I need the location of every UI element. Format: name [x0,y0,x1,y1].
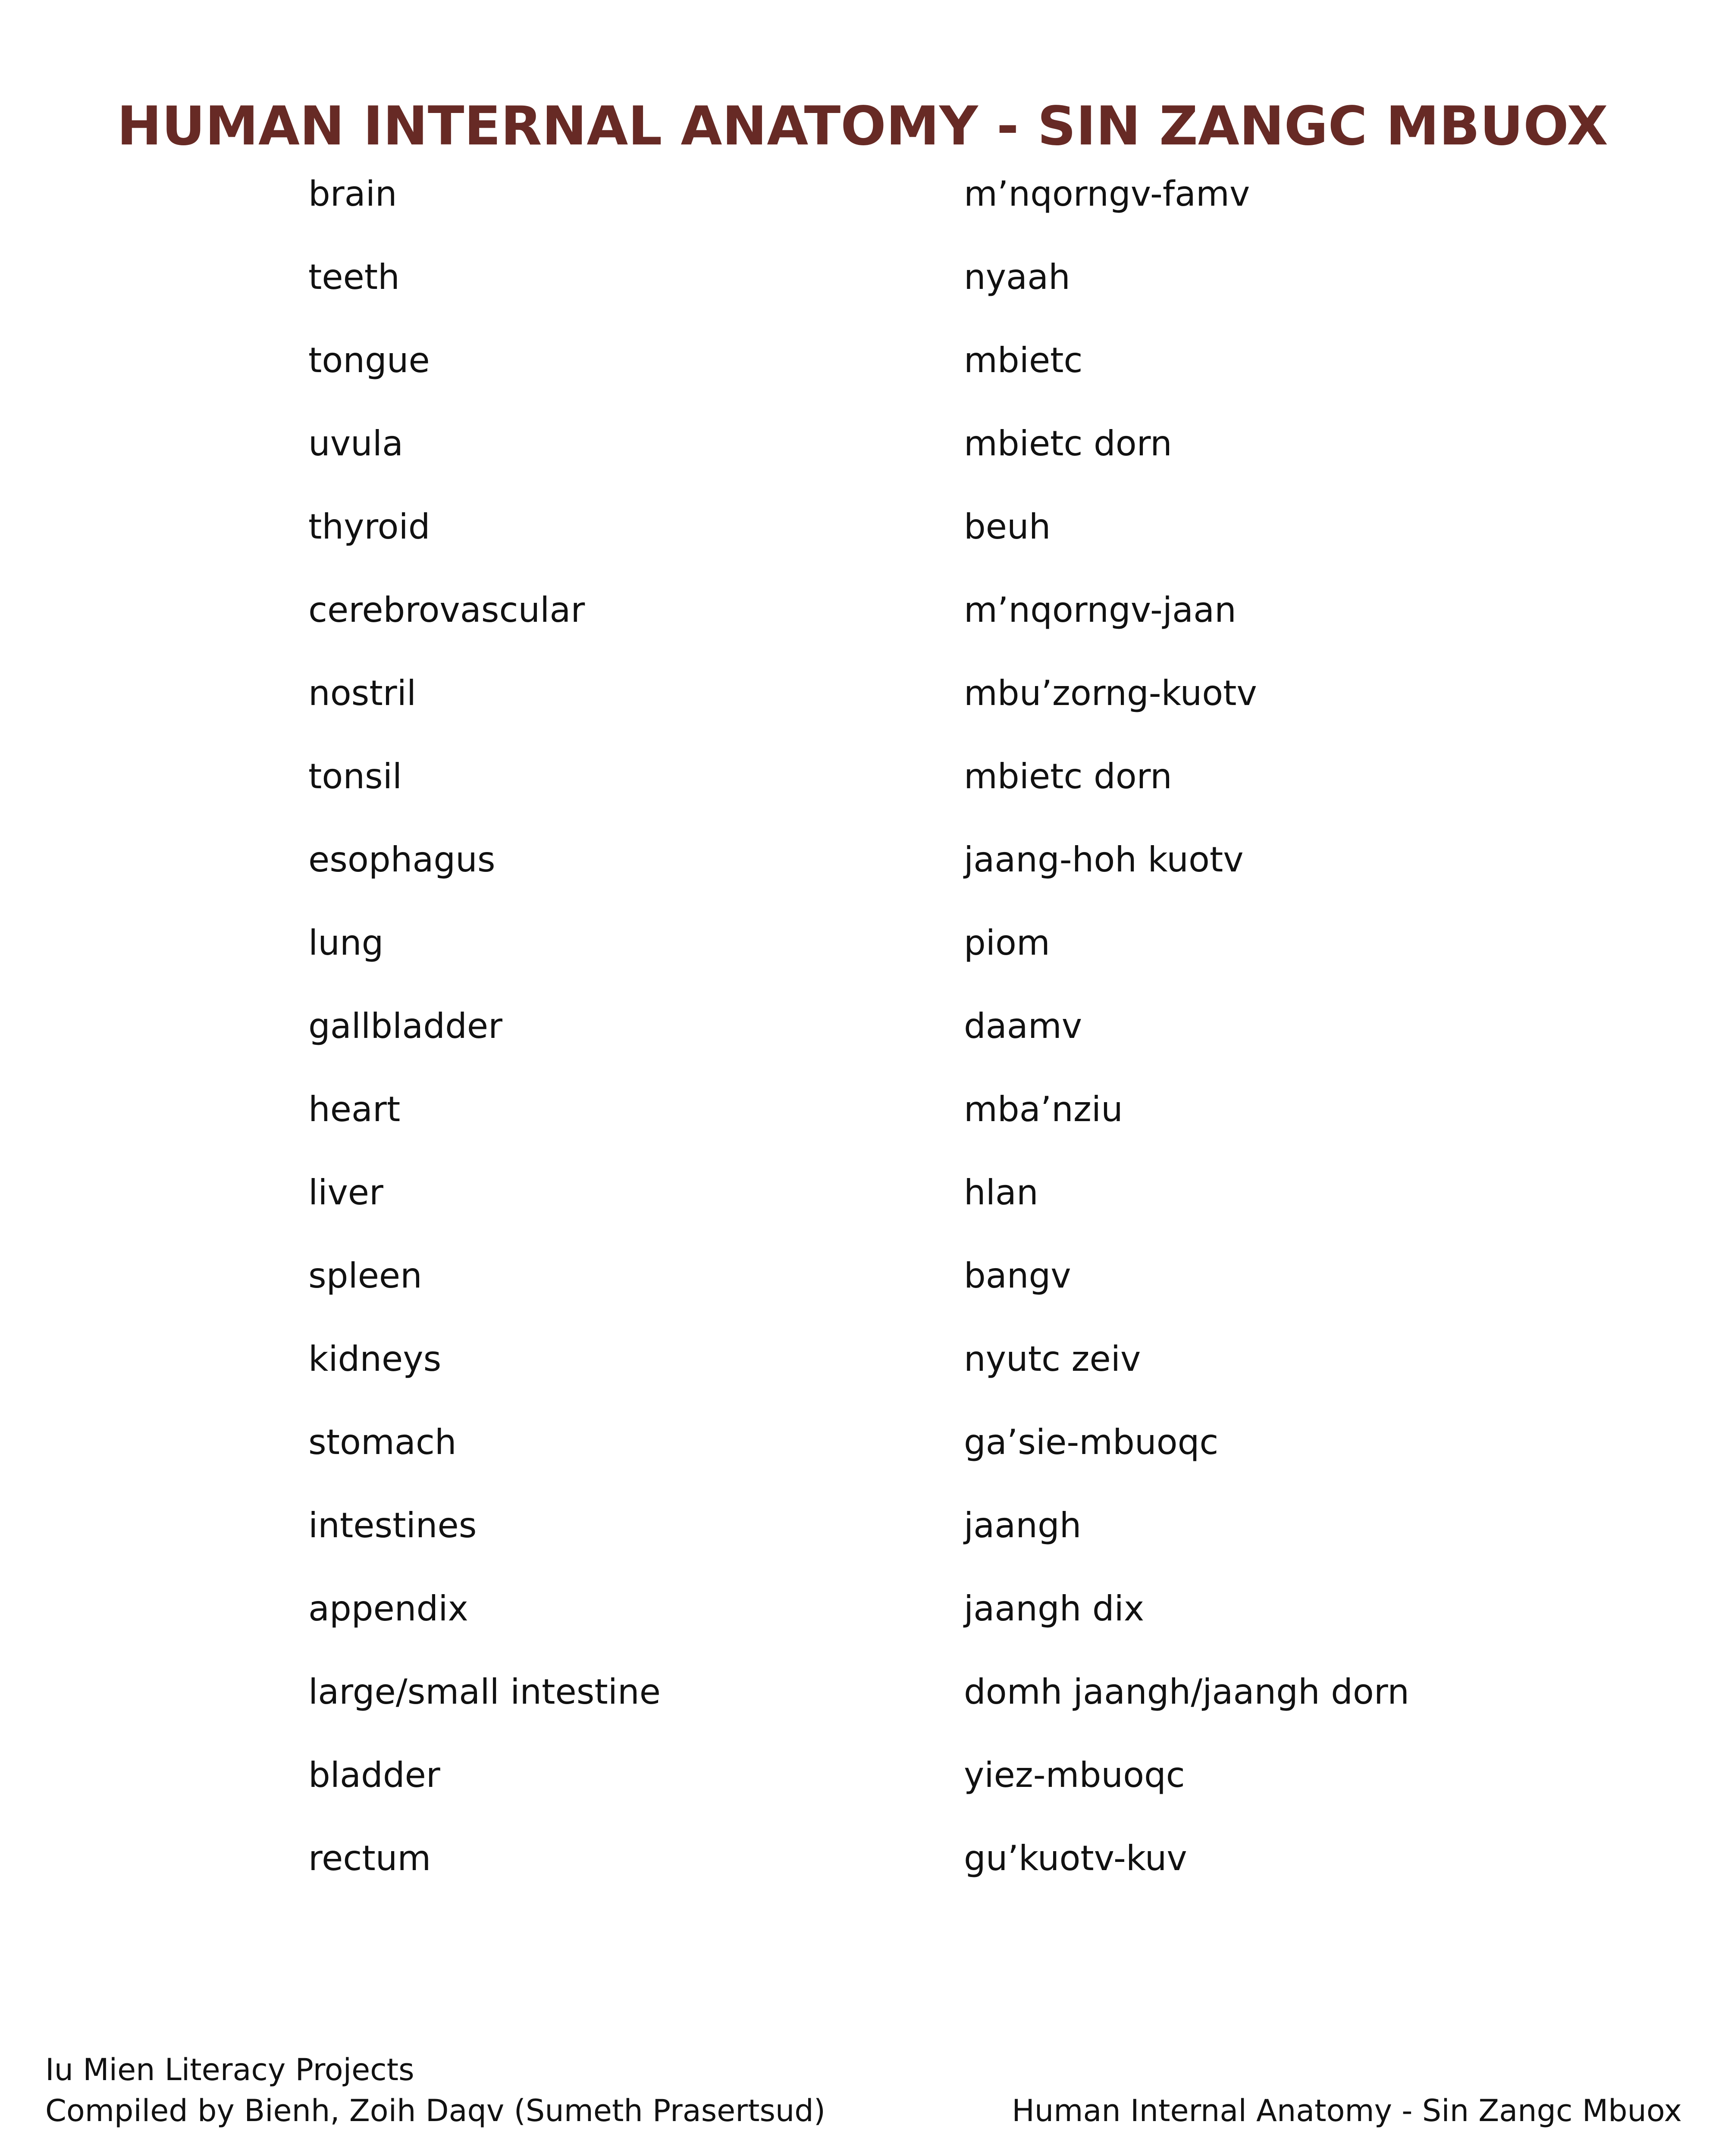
english-term: liver [308,1172,383,1213]
vocab-row [0,1169,1725,1252]
english-term: brain [308,174,397,214]
english-term: bladder [308,1755,440,1795]
footer-document-title: Human Internal Anatomy - Sin Zangc Mbuox [1012,2093,1682,2128]
vocab-row [0,1835,1725,1918]
mien-term: mbietc [964,340,1083,380]
vocab-row [0,1752,1725,1835]
mien-term: ga’sie-mbuoqc [964,1422,1219,1462]
vocab-row [0,337,1725,420]
vocab-row [0,1003,1725,1086]
vocab-row [0,836,1725,919]
vocab-row [0,586,1725,670]
vocab-row [0,1585,1725,1668]
english-term: heart [308,1089,401,1129]
english-term: thyroid [308,507,430,547]
page-title: HUMAN INTERNAL ANATOMY - SIN ZANGC MBUOX [117,95,1608,158]
english-term: tongue [308,340,430,380]
english-term: tonsil [308,756,402,796]
mien-term: jaang-hoh kuotv [964,840,1244,880]
mien-term: beuh [964,507,1051,547]
footer-compiler: Compiled by Bienh, Zoih Daqv (Sumeth Prasertsud) [45,2093,826,2128]
vocabulary-list [0,170,1725,1918]
mien-term: m’nqorngv-famv [964,174,1250,214]
mien-term: daamv [964,1006,1082,1046]
english-term: rectum [308,1838,431,1878]
footer-organization: Iu Mien Literacy Projects [45,2052,414,2087]
mien-term: jaangh [964,1505,1082,1545]
mien-term: mba’nziu [964,1089,1123,1129]
english-term: nostril [308,673,417,713]
english-term: kidneys [308,1339,442,1379]
mien-term: mbietc dorn [964,423,1172,464]
vocab-row [0,254,1725,337]
vocab-row [0,1086,1725,1169]
english-term: spleen [308,1256,422,1296]
vocab-row [0,753,1725,836]
mien-term: yiez-mbuoqc [964,1755,1185,1795]
english-term: stomach [308,1422,457,1462]
vocab-row [0,420,1725,503]
vocab-row [0,919,1725,1003]
mien-term: gu’kuotv-kuv [964,1838,1187,1878]
vocab-row [0,1668,1725,1752]
english-term: teeth [308,257,400,297]
mien-term: nyutc zeiv [964,1339,1141,1379]
vocab-row [0,1335,1725,1419]
vocab-row [0,170,1725,254]
english-term: appendix [308,1589,468,1629]
english-term: gallbladder [308,1006,502,1046]
vocab-row [0,1502,1725,1585]
english-term: uvula [308,423,403,464]
english-term: lung [308,923,384,963]
english-term: large/small intestine [308,1672,661,1712]
mien-term: bangv [964,1256,1071,1296]
english-term: intestines [308,1505,477,1545]
vocab-row [0,670,1725,753]
mien-term: jaangh dix [964,1589,1145,1629]
mien-term: nyaah [964,257,1070,297]
english-term: esophagus [308,840,496,880]
mien-term: m’nqorngv-jaan [964,590,1236,630]
mien-term: mbu’zorng-kuotv [964,673,1257,713]
mien-term: domh jaangh/jaangh dorn [964,1672,1410,1712]
mien-term: mbietc dorn [964,756,1172,796]
mien-term: piom [964,923,1050,963]
vocab-row [0,1419,1725,1502]
english-term: cerebrovascular [308,590,585,630]
vocab-row [0,503,1725,586]
vocab-row [0,1252,1725,1335]
mien-term: hlan [964,1172,1038,1213]
